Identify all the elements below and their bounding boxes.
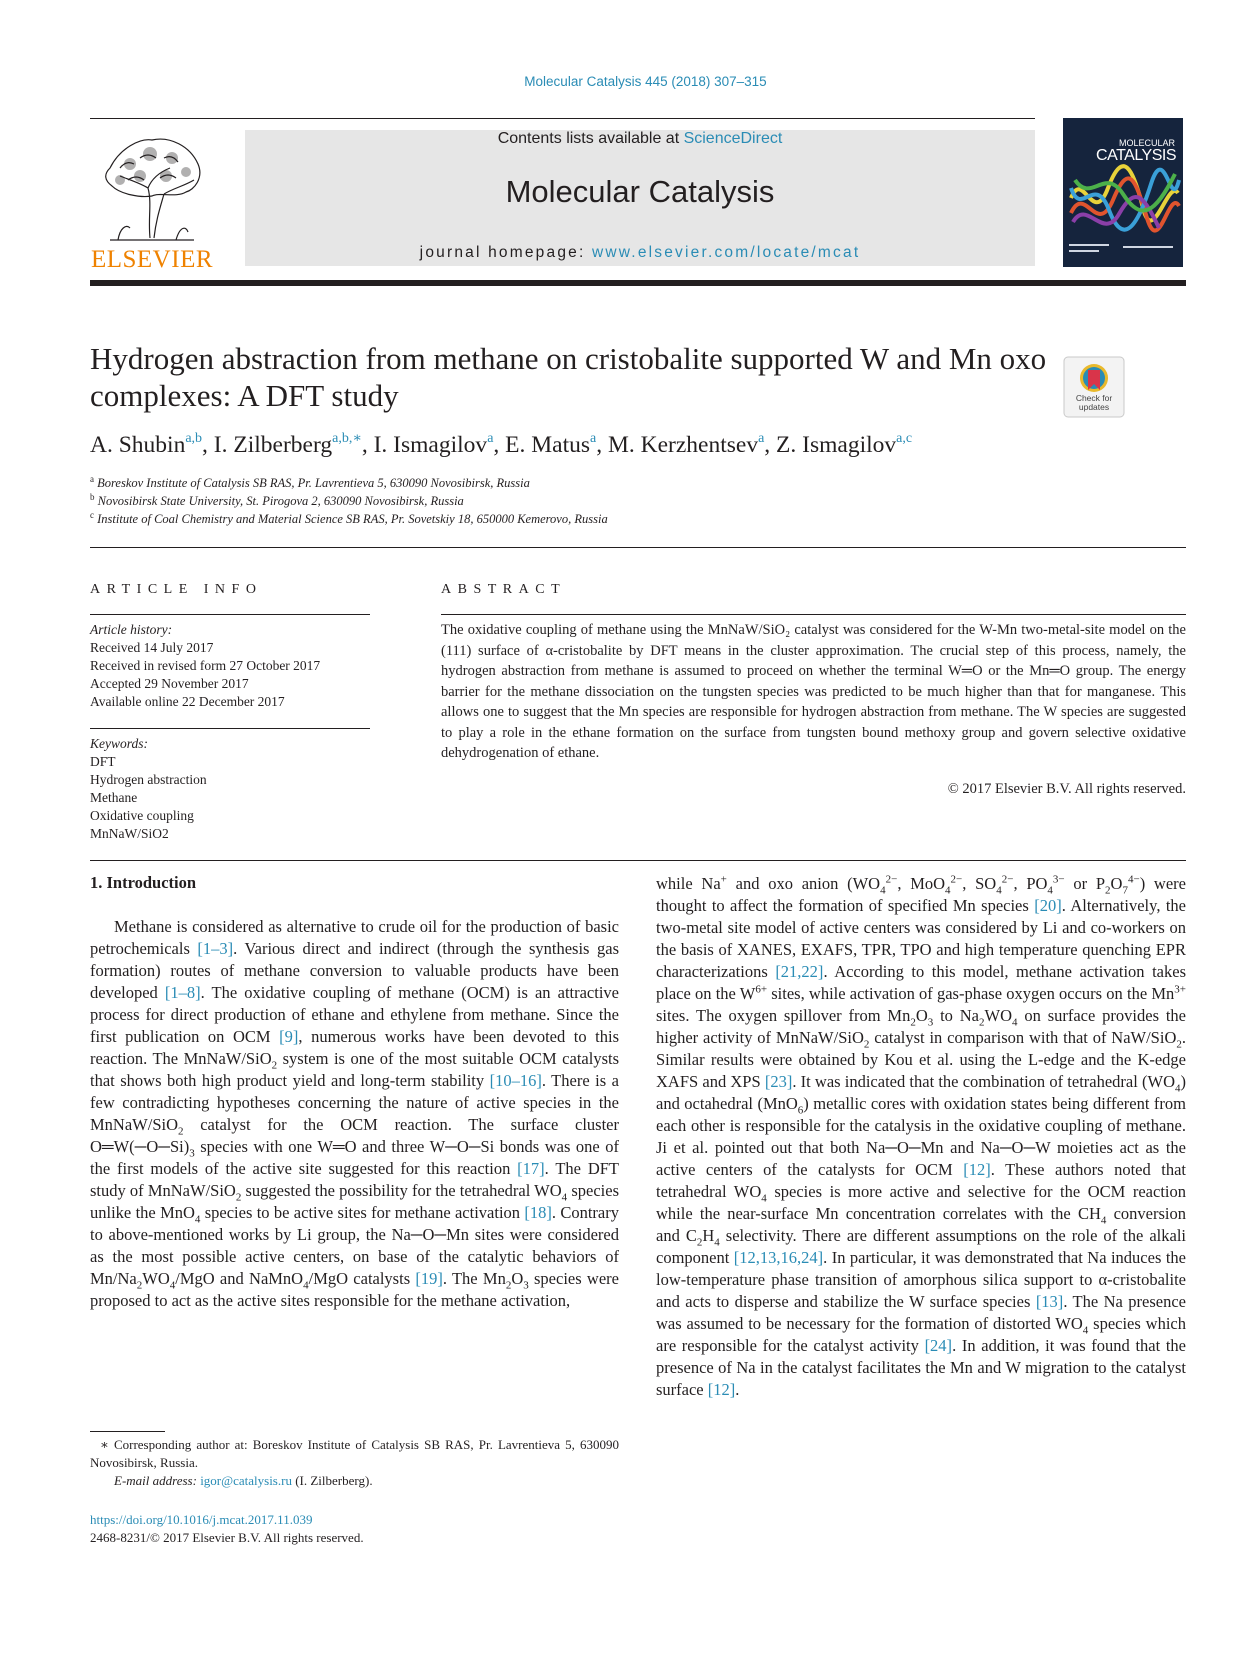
author-list: A. Shubin$^{a,b}$, I. Zilberberg$^{a,b,∗}$, I. Ismagilov$^a$, E. Matus$^a$, M. Kerzhentsev$^a$, Z. Ismagilov$^{a,c}$ (90, 431, 913, 458)
history-item: Received 14 July 2017 (90, 640, 214, 655)
journal-reference[interactable]: Molecular Catalysis 445 (2018) 307–315 (524, 74, 767, 89)
email-link[interactable]: igor@catalysis.ru (200, 1473, 292, 1488)
sciencedirect-link[interactable]: ScienceDirect (683, 130, 783, 147)
keyword: Methane (90, 790, 138, 805)
article-info-heading: ARTICLE INFO (90, 582, 263, 597)
article-history (90, 621, 320, 711)
journal-title: Molecular Catalysis (505, 174, 775, 209)
corresponding-text: ∗ Corresponding author at: Boreskov Institute of Catalysis SB RAS, Pr. Lavrentieva 5, 630090 Novosibirsk, Russia. (90, 1437, 619, 1470)
email-suffix: (I. Zilberberg). (291, 1473, 373, 1488)
journal-cover-thumbnail[interactable] (1063, 118, 1183, 267)
affiliation: $^c$ Institute of Coal Chemistry and Material Science SB RAS, Pr. Sovetskiy 18, 650000 Kemerovo, Russia (90, 510, 608, 526)
history-item: Received in revised form 27 October 2017 (90, 658, 321, 673)
history-item: Accepted 29 November 2017 (90, 676, 249, 691)
body-column-left: Methane is considered as alternative to crude oil for the production of basic petrochemicals [1–3]. Various direct and indirect (through the synthesis gas formation) routes of methane conversion to valuable products have been developed [1–8]. The oxidative coupling of methane (OCM) is an attractive process for direct production of ethane and ethylene from methane. Since the first publication on OCM [9], numerous works have been devoted to this reaction. The MnNaW/SiO$_2$ system is one of the most suitable OCM catalysts that shows both high product yield and long-term stability [10–16]. There is a few contradicting hypotheses concerning the nature of active species in the MnNaW/SiO$_2$ catalyst for the OCM reaction. The surface cluster $O═W(─O─Si)_3$ species with one W═O and three W─O─Si bonds was one of the first models of the active site suggested for this reaction [17]. The DFT study of MnNaW/SiO$_2$ suggested the possibility for the tetrahedral $WO_4$ species unlike the MnO$_4$ species to be active sites for methane activation [18]. Contrary to above-mentioned works by Li group, the Na─O─Mn sites were considered as the most possible active centers, on base of the catalytic behaviors of $Mn/Na_2WO_4$/MgO and NaMnO$_4$/MgO catalysts [19]. The $Mn_2O_3$ species were proposed to act as the active sites responsible for the methane activation, (90, 917, 620, 1310)
affiliation: $^a$ Boreskov Institute of Catalysis SB RAS, Pr. Lavrentieva 5, 630090 Novosibirsk, Russia (90, 474, 530, 490)
keyword: MnNaW/SiO2 (90, 826, 169, 841)
article-info-rule (90, 614, 370, 615)
affiliation: $^b$ Novosibirsk State University, St. Pirogova 2, 630090 Novosibirsk, Russia (90, 492, 464, 508)
abstract-copyright: © 2017 Elsevier B.V. All rights reserved. (947, 781, 1186, 797)
keywords (90, 735, 207, 843)
body-rule (90, 860, 1186, 861)
corresponding-author-footnote (90, 1436, 619, 1490)
history-label: Article history: (90, 622, 173, 637)
history-item: Available online 22 December 2017 (90, 694, 285, 709)
crossmark-label[interactable]: Check for updates (1075, 393, 1113, 412)
cover-title-line1: MOLECULAR (1118, 138, 1175, 148)
elsevier-wordmark: ELSEVIER (90, 246, 214, 273)
header-rule (90, 118, 1035, 119)
footnote-rule (90, 1431, 165, 1432)
keyword: Hydrogen abstraction (90, 772, 207, 787)
author[interactable]: I. Ismagilov$^a$ (373, 431, 494, 458)
keywords-label: Keywords: (90, 736, 148, 751)
author[interactable]: I. Zilberberg$^{a,b,∗}$ (213, 431, 362, 458)
abstract-heading: ABSTRACT (441, 582, 567, 597)
author[interactable]: A. Shubin$^{a,b}$ (90, 431, 203, 458)
keyword: Oxidative coupling (90, 808, 194, 823)
homepage-line (245, 244, 1035, 262)
abstract-text: The oxidative coupling of methane using the MnNaW/SiO₂ catalyst was considered for the W-Mn two-metal-site model on the (111) surface of α-cristobalite by DFT means in the cluster approximation. The crucial step of this process, namely, the hydrogen abstraction from methane is assumed to proceed on whether the terminal W═O or the Mn═O group. The energy barrier for the methane dissociation on the tungsten species was predicted to be much higher than that for manganese. This allows one to suggest that the Mn species are responsible for hydrogen abstraction from methane. The W species are suggested to play a role in the ethane formation on the surface from tungsten bound methoxy group and govern selective oxidative dehydrogenation of ethane. (441, 622, 1186, 761)
homepage-link[interactable]: www.elsevier.com/locate/mcat (591, 244, 861, 261)
keywords-rule (90, 728, 370, 729)
issn-line: 2468-8231/© 2017 Elsevier B.V. All rights reserved. (90, 1530, 364, 1545)
contents-line (245, 130, 1035, 148)
article-title: Hydrogen abstraction from methane on cristobalite supported W and Mn oxo complexes: A DFT study (90, 341, 1047, 413)
doi-link[interactable]: https://doi.org/10.1016/j.mcat.2017.11.039 (90, 1512, 313, 1527)
header-thick-rule (90, 280, 1186, 286)
homepage-prefix: journal homepage: (419, 244, 592, 261)
body-column-right: while Na+ and oxo anion ($WO_4^{2-}$, MoO$_4^{2-}$, $SO_4^{2-}$, $PO_4^{3-}$ or $P_2O_7^{4-}$) were thought to affect the formation of specified Mn species [20]. Alternatively, the two-metal site model of active centers was considered by Li and co-workers on the basis of XANES, EXAFS, TPR, TPO and high temperature quenching EPR characterizations [21,22]. According to this model, methane activation takes place on the $W^{6+}$ sites, while activation of gas-phase oxygen occurs on the $Mn^{3+}$ sites. The oxygen spillover from $Mn_2O_3$ to $Na_2WO_4$ on surface provides the higher activity of MnNaW/SiO$_2$ catalyst in comparison with that of NaW/SiO$_2$. Similar results were obtained by Kou et al. using the L-edge and the K-edge XAFS and XPS [23]. It was indicated that the combination of tetrahedral $(WO_4)$ and octahedral (MnO$_6$) metallic cores with oxidation states being different from each other is responsible for the catalysis in the oxidative coupling of methane. Ji et al. pointed out that both Na─O─Mn and Na─O─W moieties act as the active centers of the catalysts for OCM [12]. These authors noted that tetrahedral $WO_4$ species is more active and selective for the OCM reaction while the near-surface Mn concentration correlates with the $CH_4$ conversion and $C_2H_4$ selectivity. There are different assumptions on the role of the alkali component [12,13,16,24]. In particular, it was demonstrated that Na induces the low-temperature phase transition of amorphous silica support to α-cristobalite and acts to disperse and stabilize the W surface species [13]. The Na presence was assumed to be necessary for the formation of distorted $WO_4$ species which are responsible for the catalyst activity [24]. In addition, it was found that the presence of Na in the catalyst facilitates the Mn and W migration to the catalyst surface [12]. (656, 873, 1187, 1399)
section-heading: 1. Introduction (90, 873, 197, 892)
author[interactable]: M. Kerzhentsev$^a$ (607, 431, 765, 458)
author[interactable]: Z. Ismagilov$^{a,c}$ (776, 431, 913, 458)
journal-masthead (245, 130, 1035, 266)
abstract-rule (441, 614, 1186, 615)
contents-prefix: Contents lists available at (497, 130, 684, 147)
author[interactable]: E. Matus$^a$ (505, 431, 597, 458)
email-label: E-mail address: (114, 1473, 201, 1488)
title-block-rule (90, 547, 1186, 548)
keyword: DFT (90, 754, 116, 769)
cover-title-line2: CATALYSIS (1096, 147, 1176, 164)
cover-art (1063, 118, 1183, 267)
